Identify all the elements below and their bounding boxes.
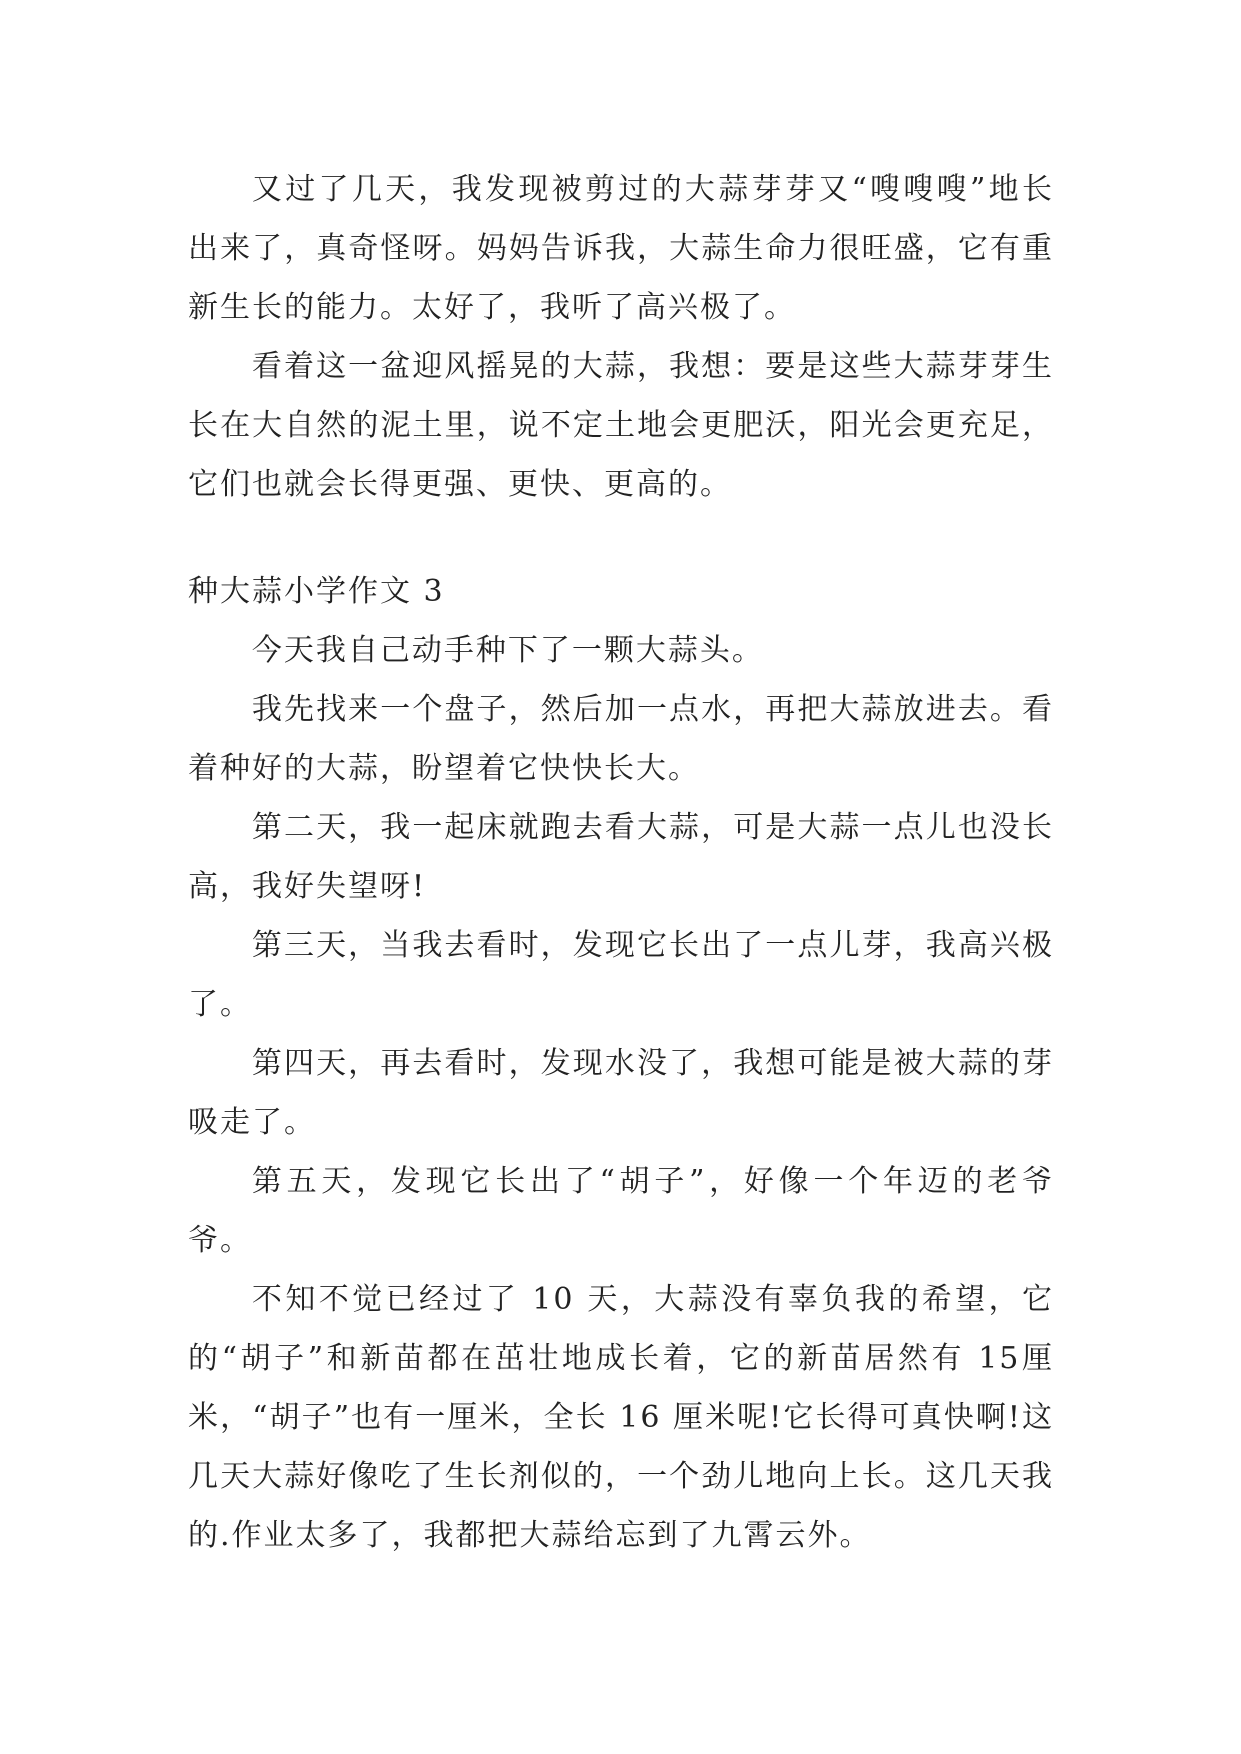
document-body <box>188 160 1054 1565</box>
paragraph: 第四天，再去看时，发现水没了，我想可能是被大蒜的芽吸走了。 <box>188 1046 1054 1140</box>
paragraph: 第三天，当我去看时，发现它长出了一点儿芽，我高兴极了。 <box>188 928 1054 1022</box>
paragraph: 我先找来一个盘子，然后加一点水，再把大蒜放进去。看着种好的大蒜，盼望着它快快长大。 <box>188 692 1054 786</box>
paragraph: 第五天，发现它长出了“胡子”，好像一个年迈的老爷爷。 <box>188 1164 1054 1258</box>
paragraph: 看着这一盆迎风摇晃的大蒜，我想：要是这些大蒜芽芽生长在大自然的泥土里，说不定土地会更肥沃，阳光会更充足，它们也就会长得更强、更快、更高的。 <box>188 349 1054 502</box>
paragraph: 第二天，我一起床就跑去看大蒜，可是大蒜一点儿也没长高，我好失望呀! <box>188 810 1054 904</box>
paragraph: 不知不觉已经过了 10 天，大蒜没有辜负我的希望，它的“胡子”和新苗都在茁壮地成长着，它的新苗居然有 15厘米，“胡子”也有一厘米，全长 16 厘米呢!它长得可真快啊!这几天大蒜好像吃了生长剂似的，一个劲儿地向上长。这几天我的.作业太多了，我都把大蒜给忘到了九霄云外。 <box>188 1282 1054 1553</box>
section-title: 种大蒜小学作文 3 <box>188 574 445 609</box>
paragraph: 今天我自己动手种下了一颗大蒜头。 <box>251 633 764 668</box>
paragraph: 又过了几天，我发现被剪过的大蒜芽芽又“嗖嗖嗖”地长出来了，真奇怪呀。妈妈告诉我，大蒜生命力很旺盛，它有重新生长的能力。太好了，我听了高兴极了。 <box>188 172 1054 325</box>
